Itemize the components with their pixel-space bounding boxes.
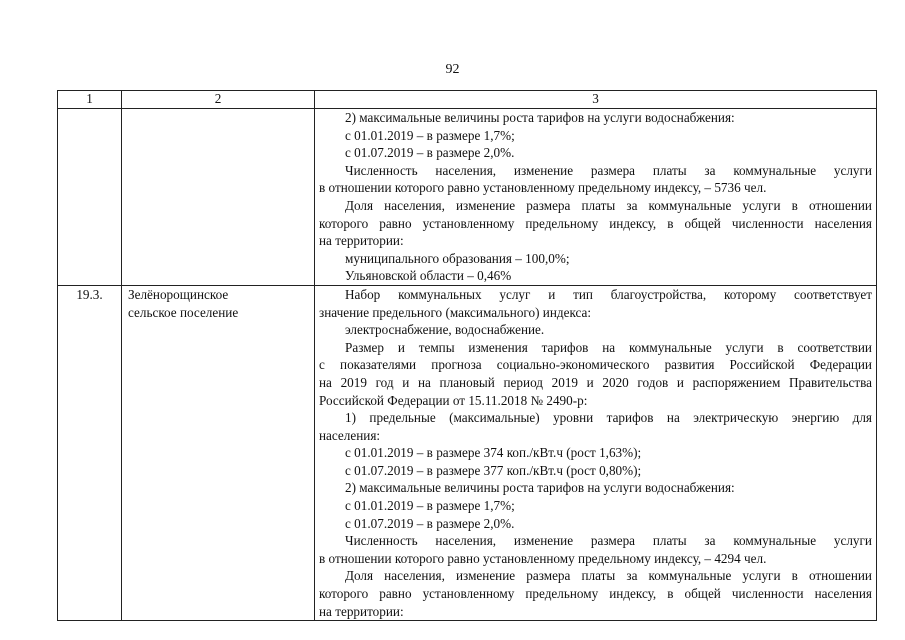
page-number: 92 xyxy=(445,62,460,77)
table-body xyxy=(58,91,877,621)
tariff-table xyxy=(57,90,877,621)
text-line: Российской Федерации от 15.11.2018 № 2490-р: xyxy=(319,392,588,408)
text-line: Ульяновской области – 0,46% xyxy=(345,268,512,284)
text-line: которого равно установленному предельному индексу, в общей численности населения xyxy=(319,215,872,231)
text-line: Численность населения, изменение размера платы за коммунальные услуги xyxy=(345,533,872,549)
text-line: Доля населения, изменение размера платы за коммунальные услуги в отношении xyxy=(345,568,872,584)
text-line: на территории: xyxy=(319,233,404,249)
text-line: Доля населения, изменение размера платы за коммунальные услуги в отношении xyxy=(345,197,872,213)
settlement-name-line: Зелёнорощинское xyxy=(128,286,229,302)
text-line: 1) предельные (максимальные) уровни тарифов на электрическую энергию для xyxy=(345,410,872,426)
text-line: электроснабжение, водоснабжение. xyxy=(345,322,545,338)
text-line: которого равно установленному предельному индексу, в общей численности населения xyxy=(319,586,872,602)
text-line: Размер и темпы изменения тарифов на коммунальные услуги в соответствии xyxy=(345,339,872,355)
text-line: с 01.07.2019 – в размере 2,0%. xyxy=(345,515,515,531)
text-line: с показателями прогноза социально-экономического развития Российской Федерации xyxy=(319,357,872,373)
text-line: в отношении которого равно установленному предельному индексу, – 5736 чел. xyxy=(319,180,767,196)
row-number-cell xyxy=(58,285,122,620)
text-line: населения: xyxy=(319,427,381,443)
row-number-cell xyxy=(58,109,122,286)
table-header-row xyxy=(58,91,877,109)
description-cell xyxy=(315,109,877,286)
text-line: с 01.01.2019 – в размере 374 коп./кВт.ч (рост 1,63%); xyxy=(345,445,642,461)
header-col-1: 1 xyxy=(58,91,122,109)
text-line: с 01.07.2019 – в размере 2,0%. xyxy=(345,145,515,161)
table-row xyxy=(58,109,877,286)
text-line: на 2019 год и на плановый период 2019 и 2020 годов и распоряжением Правительства xyxy=(319,374,872,390)
header-col-3: 3 xyxy=(315,91,877,109)
text-line: с 01.07.2019 – в размере 377 коп./кВт.ч (рост 0,80%); xyxy=(345,462,642,478)
text-line: в отношении которого равно установленному предельному индексу, – 4294 чел. xyxy=(319,550,767,566)
text-line: с 01.01.2019 – в размере 1,7%; xyxy=(345,498,515,514)
settlement-name-cell xyxy=(122,109,315,286)
text-line: муниципального образования – 100,0%; xyxy=(345,250,570,266)
description-cell xyxy=(315,285,877,620)
text-line: 2) максимальные величины роста тарифов на услуги водоснабжения: xyxy=(345,480,735,496)
text-line: на территории: xyxy=(319,603,404,619)
table-row xyxy=(58,285,877,620)
text-line: Численность населения, изменение размера платы за коммунальные услуги xyxy=(345,162,872,178)
text-line: с 01.01.2019 – в размере 1,7%; xyxy=(345,127,515,143)
settlement-name-line: сельское поселение xyxy=(128,304,239,320)
text-line: 2) максимальные величины роста тарифов на услуги водоснабжения: xyxy=(345,110,735,125)
text-line: значение предельного (максимального) индекса: xyxy=(319,304,592,320)
row-number: 19.3. xyxy=(76,286,103,302)
header-col-2: 2 xyxy=(122,91,315,109)
text-line: Набор коммунальных услуг и тип благоустройства, которому соответствует xyxy=(345,286,872,302)
settlement-name-cell xyxy=(122,285,315,620)
